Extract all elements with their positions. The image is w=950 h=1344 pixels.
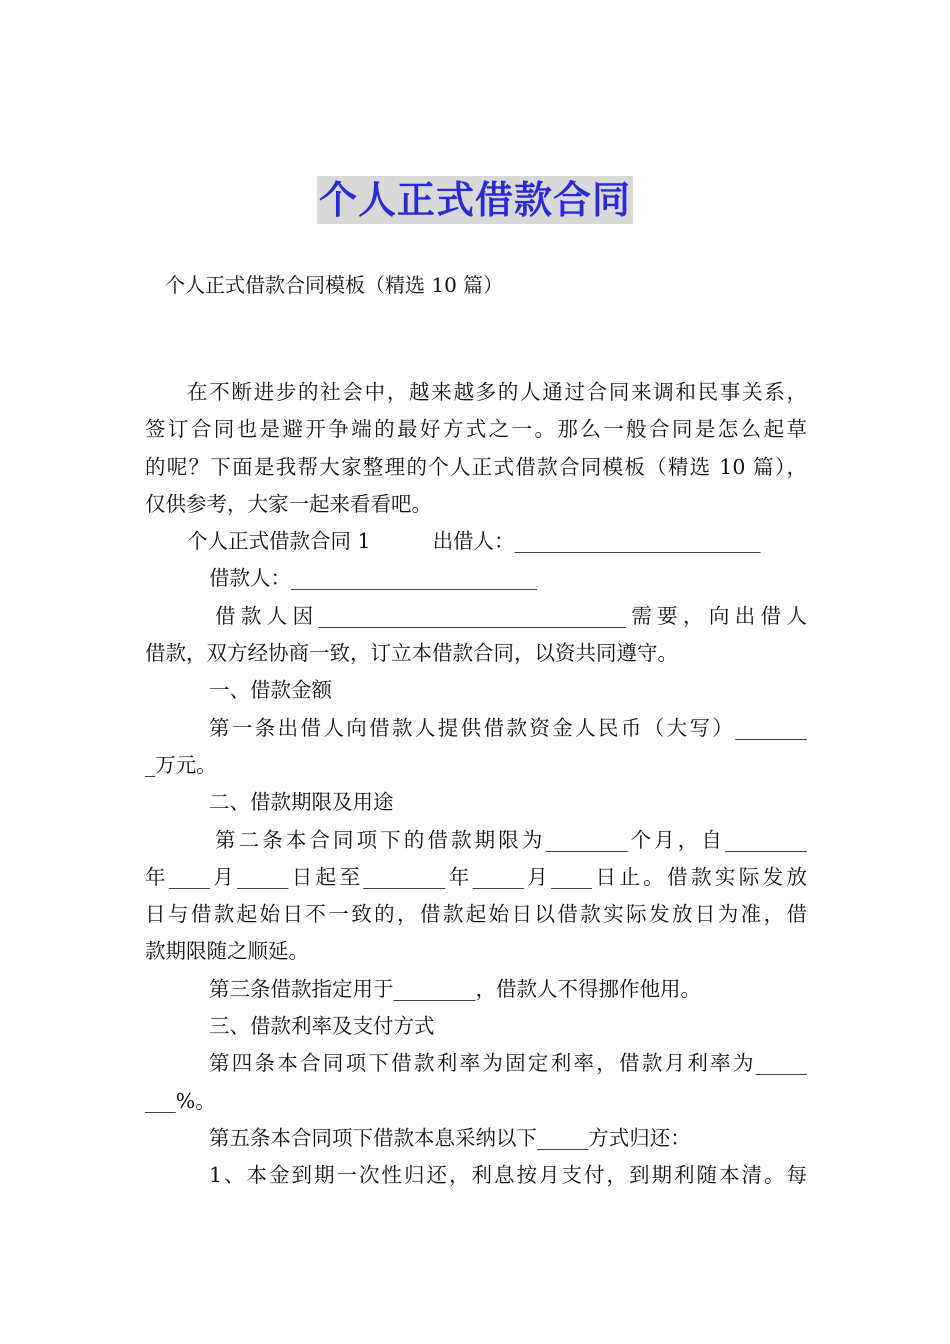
article-4-line-2: ___%。 xyxy=(145,1088,216,1113)
article-2-line-3: 日与借款起始日不一致的，借款起始日以借款实际发放日为准，借 xyxy=(145,902,807,927)
article-4-line-1: 第四条本合同项下借款利率为固定利率，借款月利率为_____ xyxy=(209,1051,807,1076)
article-2-line-2: 年____月_____日起至________年_____月____日止。借款实际发放 xyxy=(145,864,807,889)
borrower-field: 借款人：________________________ xyxy=(209,566,537,591)
intro-line-1: 在不断进步的社会中，越来越多的人通过合同来调和民事关系， xyxy=(187,380,807,404)
section-heading-interest: 三、借款利率及支付方式 xyxy=(209,1014,435,1039)
document-subtitle: 个人正式借款合同模板（精选 10 篇） xyxy=(165,273,504,297)
article-5: 第五条本合同项下借款本息采纳以下_____方式归还： xyxy=(209,1125,691,1150)
article-3: 第三条借款指定用于________，借款人不得挪作他用。 xyxy=(209,976,701,1001)
lender-field: 出借人：________________________ xyxy=(432,529,761,554)
purpose-line-2: 借款，双方经协商一致，订立本借款合同，以资共同遵守。 xyxy=(145,641,678,666)
document-title: 个人正式借款合同 xyxy=(318,178,631,222)
title-block xyxy=(0,176,950,224)
article-1-line-1: 第一条出借人向借款人提供借款资金人民币（大写）_______ xyxy=(209,715,807,740)
intro-line-3: 的呢？下面是我帮大家整理的个人正式借款合同模板（精选 10 篇）， xyxy=(145,454,807,479)
article-2-line-1: 第二条本合同项下的借款期限为________个月，自________ xyxy=(215,827,807,852)
repayment-option-1: 1、本金到期一次性归还，利息按月支付，到期利随本清。每 xyxy=(209,1163,807,1188)
contract-heading: 个人正式借款合同 1 xyxy=(187,529,371,554)
section-heading-amount: 一、借款金额 xyxy=(209,678,332,703)
contract-heading-line xyxy=(145,523,807,560)
purpose-line-1: 借款人因______________________________需要，向出借人 xyxy=(215,603,807,628)
article-1-line-2: _万元。 xyxy=(145,752,217,777)
intro-line-4: 仅供参考，大家一起来看看吧。 xyxy=(145,491,432,516)
document-body xyxy=(145,374,807,1195)
section-heading-term: 二、借款期限及用途 xyxy=(209,790,394,815)
article-2-line-4: 款期限随之顺延。 xyxy=(145,939,309,964)
intro-line-2: 签订合同也是避开争端的最好方式之一。那么一般合同是怎么起草 xyxy=(145,417,807,442)
